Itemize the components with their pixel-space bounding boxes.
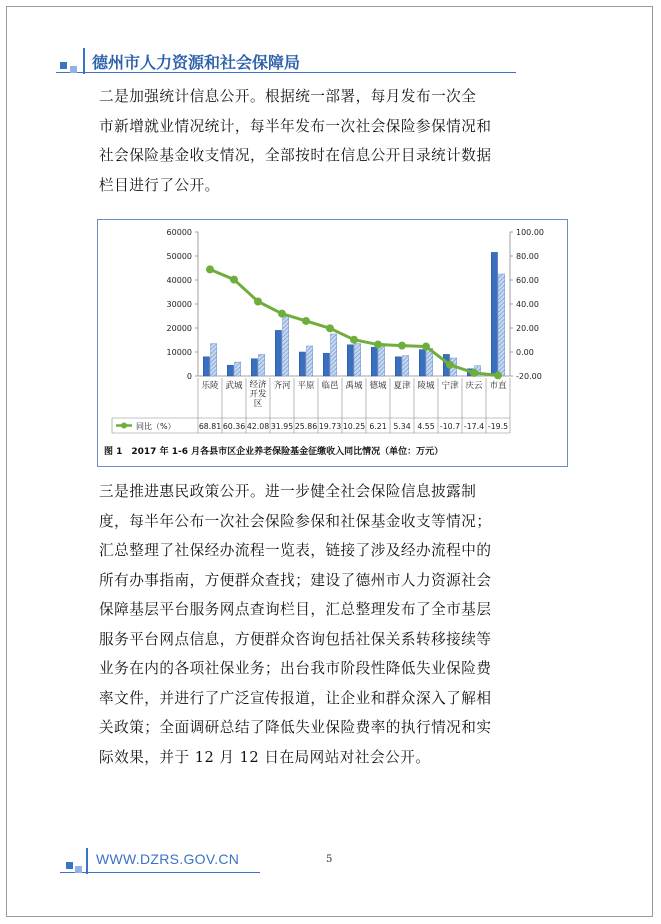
bar-2017 — [419, 350, 425, 376]
category-label-part: 庆云 — [465, 381, 483, 391]
bar-2016 — [307, 346, 313, 376]
yoy-value-label: 19.73 — [318, 422, 342, 431]
bar-2017 — [323, 353, 329, 376]
category-label — [417, 380, 435, 391]
bar-2016 — [331, 334, 337, 376]
category-label — [297, 381, 315, 391]
category-label — [489, 380, 507, 391]
paragraph-line: 三是推进惠民政策公开。进一步健全社会保险信息披露制 — [99, 483, 477, 500]
yoy-point — [302, 317, 310, 325]
yoy-value-label: 68.81 — [198, 422, 222, 431]
header-square-dark — [60, 62, 67, 69]
category-label-part: 齐河 — [273, 381, 291, 391]
bar-2016 — [403, 356, 409, 376]
left-axis-tick-label: 0 — [186, 372, 192, 381]
bar-2017 — [347, 345, 353, 376]
yoy-point — [446, 361, 454, 369]
left-axis-tick-label: 20000 — [166, 324, 192, 333]
bar-2016 — [259, 354, 265, 376]
category-label-part: 区 — [253, 399, 263, 409]
yoy-value-label: -17.4 — [463, 422, 485, 431]
yoy-value-label: 10.25 — [342, 422, 366, 431]
paragraph-line: 度，每半年公布一次社会保险参保和社保基金收支等情况； — [99, 512, 492, 530]
yoy-value-label: 6.21 — [369, 422, 387, 431]
bar-2016 — [235, 362, 241, 376]
category-label-part: 陵城 — [417, 381, 435, 391]
category-label-part: 夏津 — [393, 381, 411, 391]
paragraph-line: 保障基层平台服务网点查询栏目，汇总整理发布了全市基层 — [99, 601, 492, 618]
bar-2016 — [379, 344, 385, 376]
paragraph-line: 栏目进行了公开。 — [99, 176, 220, 194]
yoy-value-label: 31.95 — [270, 422, 294, 431]
left-axis-tick-label: 50000 — [166, 252, 192, 261]
paragraph-policy — [99, 477, 569, 772]
right-axis-tick-label: 40.00 — [516, 300, 539, 309]
legend-label: 同比（%） — [136, 422, 176, 431]
paragraph-line: 汇总整理了社保经办流程一览表，链接了涉及经办流程中的 — [99, 542, 492, 559]
yoy-point — [398, 342, 406, 350]
paragraph-line: 关政策；全面调研总结了降低失业保险费率的执行情况和实 — [99, 719, 492, 736]
category-label-part: 武城 — [225, 381, 243, 391]
bar-2017 — [371, 347, 377, 376]
website-url: WWW.DZRS.GOV.CN — [96, 851, 240, 867]
category-label — [249, 379, 267, 409]
paragraph-statistics — [99, 82, 569, 200]
category-label-part: 宁津 — [441, 381, 459, 391]
paragraph-line: 服务平台网点信息，方便群众咨询包括社保关系转移接续等 — [99, 630, 492, 648]
header-accent-bar — [83, 48, 85, 74]
footer-accent-bar — [86, 848, 88, 874]
bar-2017 — [395, 357, 401, 376]
bar-2016 — [211, 344, 217, 376]
legend-point-swatch — [121, 423, 127, 429]
category-label — [273, 380, 291, 391]
category-label — [321, 380, 339, 391]
bar-2017 — [251, 359, 257, 376]
category-label — [201, 380, 219, 391]
left-axis-tick-label: 10000 — [166, 348, 192, 357]
right-axis-tick-label: 20.00 — [516, 324, 539, 333]
bar-2017 — [275, 330, 281, 376]
yoy-point — [206, 265, 214, 273]
chart-caption: 图 1 2017 年 1-6 月各县市区企业养老保险基金征缴收入同比情况（单位：万元） — [104, 447, 444, 457]
yoy-point — [230, 276, 238, 284]
category-label-part: 开发 — [249, 389, 267, 400]
bar-2017 — [491, 252, 497, 376]
chart-canvas — [98, 220, 567, 442]
right-axis-tick-label: 0.00 — [516, 348, 534, 357]
category-label-part: 乐陵 — [201, 381, 219, 391]
yoy-point — [470, 369, 478, 377]
yoy-point — [278, 310, 286, 318]
category-label-part: 经济 — [249, 380, 267, 390]
category-label — [369, 380, 387, 391]
category-label — [393, 380, 411, 391]
yoy-value-label: -19.5 — [487, 422, 509, 431]
yoy-value-label: 4.55 — [417, 422, 435, 431]
yoy-point — [350, 336, 358, 344]
paragraph-line: 业务在内的各项社保业务；出台我市阶段性降低失业保险费 — [99, 660, 492, 677]
header-square-light — [70, 66, 77, 73]
category-label-part: 平原 — [297, 381, 315, 391]
yoy-value-label: -10.7 — [439, 422, 461, 431]
page-number: 5 — [326, 854, 333, 865]
right-axis-tick-label: -20.00 — [516, 372, 542, 381]
paragraph-line: 二是加强统计信息公开。根据统一部署，每月发布一次全 — [99, 88, 477, 105]
yoy-point — [494, 371, 502, 379]
right-axis-tick-label: 80.00 — [516, 252, 539, 261]
paragraph-line: 市新增就业情况统计，每半年发布一次社会保险参保情况和 — [99, 117, 492, 135]
left-axis-tick-label: 40000 — [166, 276, 192, 285]
category-label-part: 市直 — [489, 381, 507, 391]
bar-2016 — [499, 274, 505, 376]
yoy-value-label: 42.08 — [246, 422, 270, 431]
footer-square-light — [75, 866, 82, 873]
yoy-value-label: 60.36 — [222, 422, 246, 431]
yoy-value-label: 25.86 — [294, 422, 318, 431]
yoy-point — [422, 343, 430, 351]
bar-2017 — [299, 352, 305, 376]
left-axis-tick-label: 60000 — [166, 228, 192, 237]
bar-2017 — [203, 357, 209, 376]
yoy-point — [326, 324, 334, 332]
left-axis-tick-label: 30000 — [166, 300, 192, 309]
category-label — [345, 380, 363, 391]
category-label — [465, 380, 483, 391]
yoy-point — [374, 341, 382, 349]
bar-2016 — [283, 316, 289, 376]
footer-rule — [60, 872, 260, 873]
right-axis-tick-label: 100.00 — [516, 228, 544, 237]
paragraph-line: 率文件，并进行了广泛宣传报道，让企业和群众深入了解相 — [99, 689, 492, 707]
paragraph-line: 社会保险基金收支情况，全部按时在信息公开目录统计数据 — [99, 147, 492, 164]
pension-income-chart — [97, 219, 568, 467]
category-label-part: 临邑 — [321, 381, 339, 391]
category-label — [225, 380, 243, 391]
right-axis-tick-label: 60.00 — [516, 276, 539, 285]
paragraph-line: 际效果，并于 12 月 12 日在局网站对社会公开。 — [99, 748, 431, 766]
footer-square-dark — [66, 862, 73, 869]
category-label-part: 禹城 — [345, 381, 363, 391]
category-label — [441, 380, 459, 391]
header-title: 德州市人力资源和社会保障局 — [92, 53, 301, 72]
category-label-part: 德城 — [369, 381, 387, 391]
bar-2016 — [355, 344, 361, 376]
yoy-point — [254, 298, 262, 306]
paragraph-line: 所有办事指南，方便群众查找；建设了德州市人力资源社会 — [99, 571, 492, 589]
bar-2017 — [227, 365, 233, 376]
yoy-value-label: 5.34 — [393, 422, 411, 431]
